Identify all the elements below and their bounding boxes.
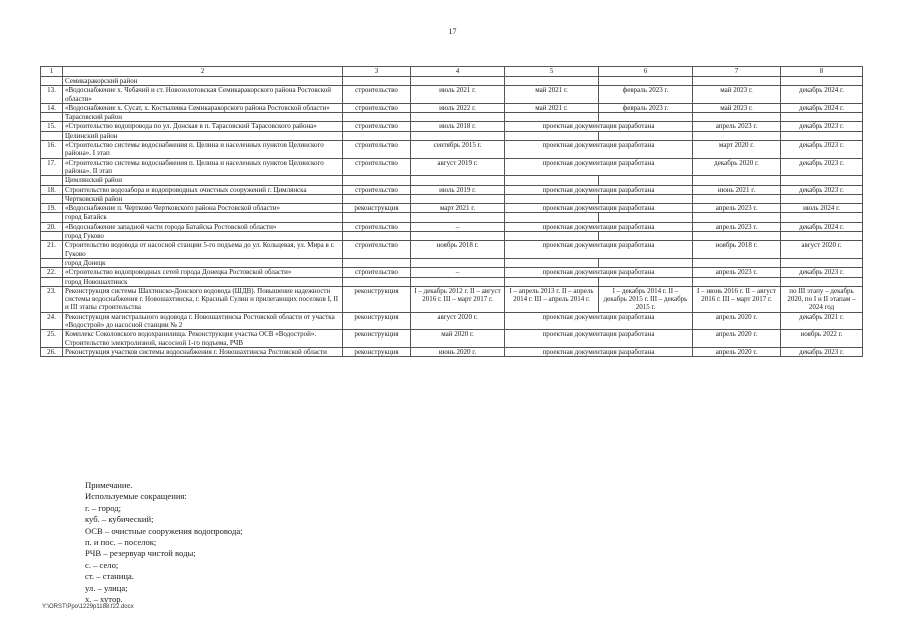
date-cell: I – апрель 2013 г. II – апрель 2014 г. III – апрель 2014 г. [505, 286, 599, 312]
empty-cell [41, 232, 63, 241]
work-type: строительство [343, 122, 411, 131]
projects-table [40, 66, 863, 357]
region-row [41, 131, 863, 140]
date-cell: апрель 2023 г. [693, 204, 781, 213]
row-number: 18. [41, 185, 63, 194]
empty-cell [505, 232, 599, 241]
work-type: строительство [343, 222, 411, 231]
project-name: «Строительство водопроводных сетей города Донецка Ростовской области» [63, 268, 343, 277]
table-row [41, 86, 863, 104]
region-row [41, 194, 863, 203]
empty-cell [505, 77, 599, 86]
table-row [41, 241, 863, 259]
header-cell: 7 [693, 67, 781, 77]
date-cell: май 2020 г. [411, 330, 505, 348]
date-cell: декабрь 2024 г. [781, 222, 863, 231]
table-row [41, 222, 863, 231]
row-number: 16. [41, 141, 63, 159]
region-name: Целинский район [63, 131, 343, 140]
design-status-cell: проектная документация разработана [505, 222, 693, 231]
date-cell: июнь 2021 г. [693, 185, 781, 194]
row-number: 23. [41, 286, 63, 312]
date-cell: июнь 2020 г. [411, 347, 505, 356]
date-cell: август 2020 г. [411, 312, 505, 330]
date-cell: май 2023 г. [693, 86, 781, 104]
empty-cell [599, 194, 693, 203]
project-name: «Водоснабжение п. Чертково Чертковского района Ростовской области» [63, 204, 343, 213]
work-type: реконструкция [343, 312, 411, 330]
empty-cell [599, 131, 693, 140]
row-number: 14. [41, 103, 63, 112]
empty-cell [411, 176, 505, 185]
project-name: «Водоснабжение х. Чебачий и ст. Новозолотовская Семикаракорского района Ростовской области» [63, 86, 343, 104]
note-line: с. – село; [85, 559, 119, 570]
date-cell: июль 2019 г. [411, 185, 505, 194]
table-row [41, 141, 863, 159]
empty-cell [343, 277, 411, 286]
table-row [41, 312, 863, 330]
empty-cell [505, 277, 599, 286]
file-path-footer: Y:\ORST\Ppo\1229p1188.f22.docx [42, 604, 134, 610]
date-cell: июль 2022 г. [411, 103, 505, 112]
empty-cell [343, 113, 411, 122]
project-name: «Строительство системы водоснабжения п. Целина и населенных пунктов Целинского района». II этап [63, 158, 343, 176]
design-status-cell: проектная документация разработана [505, 122, 693, 131]
project-name: Строительство водовода от насосной станции 5-го подъема до ул. Кольцевая, ул. Мира в г. Гуково [63, 241, 343, 259]
header-cell: 8 [781, 67, 863, 77]
empty-cell [693, 113, 781, 122]
work-type: реконструкция [343, 204, 411, 213]
empty-cell [781, 194, 863, 203]
notes-block [85, 480, 243, 605]
empty-cell [781, 277, 863, 286]
region-row [41, 113, 863, 122]
empty-cell [411, 77, 505, 86]
date-cell: август 2020 г. [781, 241, 863, 259]
table-row [41, 185, 863, 194]
date-cell: – [411, 268, 505, 277]
row-number: 24. [41, 312, 63, 330]
header-cell: 3 [343, 67, 411, 77]
date-cell: по III этапу – декабрь 2020, по I и II этапам – 2024 год [781, 286, 863, 312]
table-row [41, 330, 863, 348]
table-row [41, 158, 863, 176]
date-cell: июль 2021 г. [411, 86, 505, 104]
note-line: РЧВ – резервуар чистой воды; [85, 548, 196, 559]
date-cell: апрель 2023 г. [693, 122, 781, 131]
region-row [41, 277, 863, 286]
work-type: строительство [343, 268, 411, 277]
date-cell: декабрь 2023 г. [781, 347, 863, 356]
page-number: 17 [448, 27, 457, 36]
empty-cell [693, 213, 781, 222]
empty-cell [599, 176, 693, 185]
empty-cell [411, 113, 505, 122]
design-status-cell: проектная документация разработана [505, 158, 693, 176]
note-line: п. и пос. – поселок; [85, 537, 157, 548]
design-status-cell: проектная документация разработана [505, 204, 693, 213]
design-status-cell: проектная документация разработана [505, 330, 693, 348]
region-name: Чертковский район [63, 194, 343, 203]
row-number: 21. [41, 241, 63, 259]
header-cell: 4 [411, 67, 505, 77]
empty-cell [343, 194, 411, 203]
design-status-cell: проектная документация разработана [505, 141, 693, 159]
date-cell: декабрь 2023 г. [781, 185, 863, 194]
empty-cell [599, 77, 693, 86]
project-name: «Строительство водопровода по ул. Донская в п. Тарасовский Тарасовского района» [63, 122, 343, 131]
empty-cell [505, 194, 599, 203]
date-cell: декабрь 2023 г. [781, 141, 863, 159]
row-number: 19. [41, 204, 63, 213]
work-type: строительство [343, 185, 411, 194]
work-type: строительство [343, 86, 411, 104]
empty-cell [343, 77, 411, 86]
row-number: 25. [41, 330, 63, 348]
empty-cell [343, 258, 411, 267]
header-cell: 6 [599, 67, 693, 77]
date-cell: I – июнь 2016 г. II – август 2016 г. III – март 2017 г. [693, 286, 781, 312]
date-cell: июль 2024 г. [781, 204, 863, 213]
row-number: 15. [41, 122, 63, 131]
header-row [41, 67, 863, 77]
date-cell: апрель 2023 г. [693, 222, 781, 231]
empty-cell [41, 77, 63, 86]
date-cell: I – декабрь 2012 г. II – август 2016 г. III – март 2017 г. [411, 286, 505, 312]
table-row [41, 204, 863, 213]
empty-cell [411, 131, 505, 140]
work-type: строительство [343, 103, 411, 112]
work-type: реконструкция [343, 347, 411, 356]
date-cell: декабрь 2020 г. [693, 158, 781, 176]
date-cell: февраль 2023 г. [599, 103, 693, 112]
empty-cell [693, 258, 781, 267]
date-cell: декабрь 2024 г. [781, 86, 863, 104]
empty-cell [41, 213, 63, 222]
project-name: Комплекс Соколовского водохранилища. Реконструкция участка ОСВ «Водострой». Строительство электролизной, насосной 1-го подъема, РЧВ [63, 330, 343, 348]
date-cell: май 2021 г. [505, 103, 599, 112]
design-status-cell: проектная документация разработана [505, 241, 693, 259]
empty-cell [343, 176, 411, 185]
row-number: 13. [41, 86, 63, 104]
note-line: куб. – кубический; [85, 514, 154, 525]
row-number: 17. [41, 158, 63, 176]
row-number: 22. [41, 268, 63, 277]
region-row [41, 232, 863, 241]
header-cell: 5 [505, 67, 599, 77]
date-cell: – [411, 222, 505, 231]
empty-cell [505, 113, 599, 122]
work-type: строительство [343, 141, 411, 159]
empty-cell [343, 213, 411, 222]
empty-cell [411, 213, 505, 222]
region-name: Тарасовский район [63, 113, 343, 122]
table-body [41, 67, 863, 357]
empty-cell [41, 277, 63, 286]
project-name: «Водоснабжение западной части города Батайска Ростовской области» [63, 222, 343, 231]
empty-cell [41, 258, 63, 267]
work-type: строительство [343, 158, 411, 176]
empty-cell [781, 113, 863, 122]
date-cell: апрель 2020 г. [693, 312, 781, 330]
date-cell: апрель 2020 г. [693, 330, 781, 348]
region-name: город Батайск [63, 213, 343, 222]
empty-cell [599, 113, 693, 122]
header-cell: 1 [41, 67, 63, 77]
note-line: ст. – станица. [85, 571, 134, 582]
region-row [41, 258, 863, 267]
work-type: реконструкция [343, 330, 411, 348]
design-status-cell: проектная документация разработана [505, 312, 693, 330]
table-row [41, 122, 863, 131]
date-cell: июль 2018 г. [411, 122, 505, 131]
region-row [41, 213, 863, 222]
empty-cell [781, 258, 863, 267]
empty-cell [693, 277, 781, 286]
empty-cell [41, 131, 63, 140]
empty-cell [411, 194, 505, 203]
date-cell: апрель 2020 г. [693, 347, 781, 356]
date-cell: ноябрь 2022 г. [781, 330, 863, 348]
empty-cell [781, 176, 863, 185]
region-name: город Гуково [63, 232, 343, 241]
date-cell: I – декабрь 2014 г. II – декабрь 2015 г. III – декабрь 2015 г. [599, 286, 693, 312]
date-cell: август 2019 г. [411, 158, 505, 176]
date-cell: май 2021 г. [505, 86, 599, 104]
empty-cell [41, 176, 63, 185]
empty-cell [411, 232, 505, 241]
empty-cell [505, 176, 599, 185]
date-cell: сентябрь 2015 г. [411, 141, 505, 159]
empty-cell [411, 277, 505, 286]
date-cell: декабрь 2023 г. [781, 268, 863, 277]
empty-cell [599, 232, 693, 241]
region-name: город Донецк [63, 258, 343, 267]
table-row [41, 286, 863, 312]
header-cell: 2 [63, 67, 343, 77]
work-type: реконструкция [343, 286, 411, 312]
empty-cell [599, 258, 693, 267]
date-cell: декабрь 2023 г. [781, 122, 863, 131]
empty-cell [41, 194, 63, 203]
note-line: г. – город; [85, 502, 122, 513]
empty-cell [781, 232, 863, 241]
empty-cell [343, 232, 411, 241]
region-name: Семикаракорский район [63, 77, 343, 86]
design-status-cell: проектная документация разработана [505, 185, 693, 194]
row-number: 26. [41, 347, 63, 356]
empty-cell [505, 213, 599, 222]
note-line: х. – хутор. [85, 594, 123, 605]
project-name: Реконструкция участков системы водоснабжения г. Новошахтинска Ростовской области [63, 347, 343, 356]
date-cell: апрель 2023 г. [693, 268, 781, 277]
empty-cell [599, 277, 693, 286]
empty-cell [505, 131, 599, 140]
project-name: «Водоснабжение х. Сусат, х. Костылевка Семикаракорского района Ростовской области» [63, 103, 343, 112]
date-cell: ноябрь 2018 г. [693, 241, 781, 259]
date-cell: март 2021 г. [411, 204, 505, 213]
date-cell: декабрь 2023 г. [781, 158, 863, 176]
empty-cell [693, 131, 781, 140]
table-row [41, 103, 863, 112]
empty-cell [693, 77, 781, 86]
empty-cell [693, 176, 781, 185]
project-name: Реконструкция магистрального водовода г. Новошахтинска Ростовской области от участка «Водострой» до насосной станции № 2 [63, 312, 343, 330]
project-name: Строительство водозабора и водопроводных очистных сооружений г. Цимлянска [63, 185, 343, 194]
date-cell: декабрь 2024 г. [781, 103, 863, 112]
region-row [41, 176, 863, 185]
empty-cell [781, 213, 863, 222]
empty-cell [693, 232, 781, 241]
project-name: «Строительство системы водоснабжения п. Целина и населенных пунктов Целинского района». I этап [63, 141, 343, 159]
region-name: Цимлянский район [63, 176, 343, 185]
row-number: 20. [41, 222, 63, 231]
date-cell: май 2023 г. [693, 103, 781, 112]
note-line: Примечание. [85, 480, 133, 490]
region-name: город Новошахтинск [63, 277, 343, 286]
empty-cell [781, 77, 863, 86]
empty-cell [693, 194, 781, 203]
table-row [41, 347, 863, 356]
design-status-cell: проектная документация разработана [505, 347, 693, 356]
empty-cell [505, 258, 599, 267]
date-cell: ноябрь 2018 г. [411, 241, 505, 259]
empty-cell [343, 131, 411, 140]
date-cell: декабрь 2021 г. [781, 312, 863, 330]
region-row [41, 77, 863, 86]
note-line: ОСВ – очистные сооружения водопровода; [85, 525, 243, 536]
date-cell: март 2020 г. [693, 141, 781, 159]
note-line: Используемые сокращения: [85, 491, 187, 502]
table-row [41, 268, 863, 277]
design-status-cell: проектная документация разработана [505, 268, 693, 277]
project-name: Реконструкция системы Шахтинско-Донского водовода (ШДВ). Повышение надежности системы водоснабжения г. Новошахтинска, г. Красный Сулин и прилегающих поселков I, II и III этапы строительства [63, 286, 343, 312]
note-line: ул. – улица; [85, 582, 128, 593]
empty-cell [411, 258, 505, 267]
work-type: строительство [343, 241, 411, 259]
empty-cell [41, 113, 63, 122]
empty-cell [781, 131, 863, 140]
empty-cell [599, 213, 693, 222]
date-cell: февраль 2023 г. [599, 86, 693, 104]
